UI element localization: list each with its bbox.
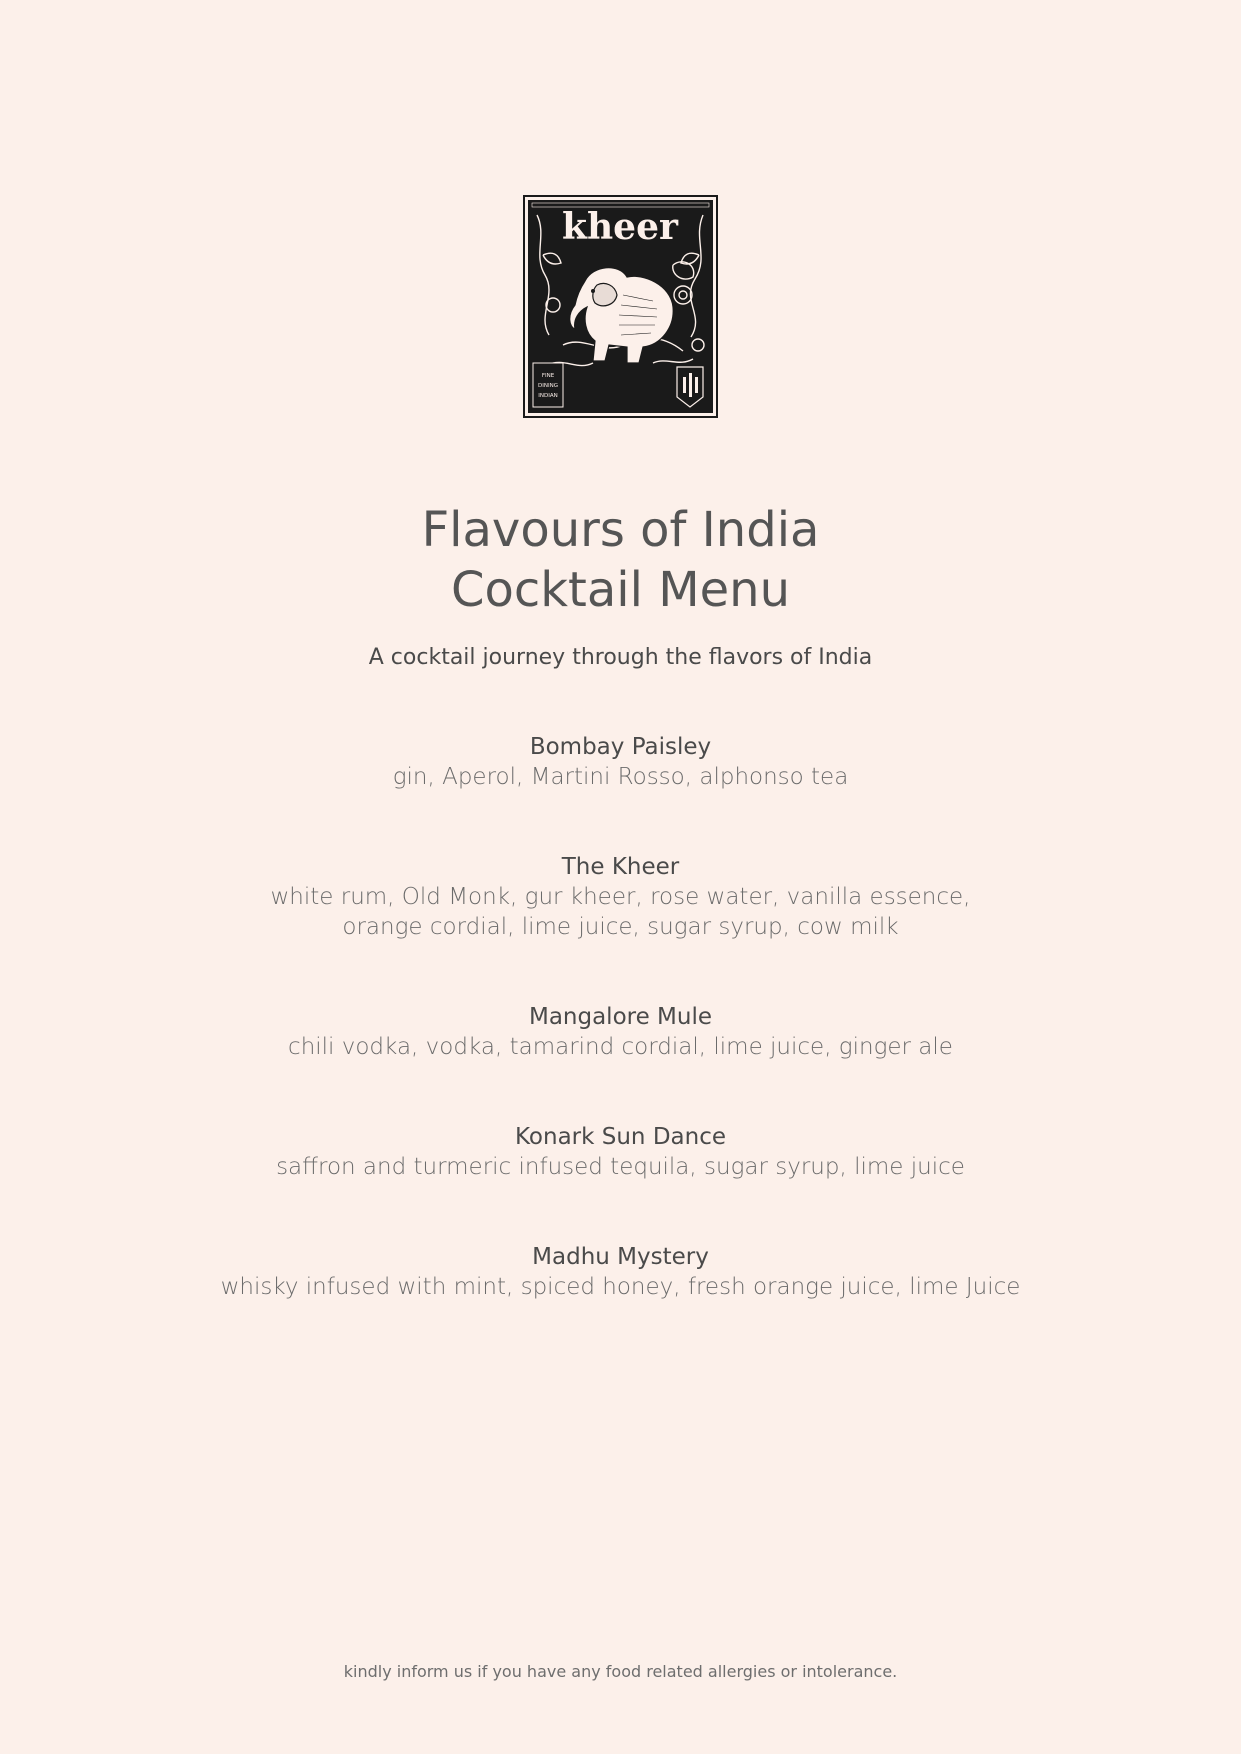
cocktail-ingredients: whisky infused with mint, spiced honey, fresh orange juice, lime Juice: [220, 1274, 1021, 1300]
cocktail-item: [0, 1122, 1241, 1182]
cocktail-ingredients: saffron and turmeric infused tequila, sugar syrup, lime juice: [276, 1154, 965, 1180]
elephant-illustration-icon: [523, 195, 718, 418]
logo-badge-line-3: INDIAN: [538, 393, 558, 399]
title-line-2: Cocktail Menu: [450, 562, 791, 618]
cocktail-name: Bombay Paisley: [529, 734, 712, 760]
cocktail-name: Mangalore Mule: [528, 1004, 713, 1030]
logo-badge-line-1: FINE: [541, 373, 555, 379]
cocktail-name: The Kheer: [561, 854, 680, 880]
cocktail-item: [0, 1242, 1241, 1302]
kheer-logo: [523, 195, 718, 418]
logo-badge-line-2: DINING: [538, 383, 558, 389]
page-title: [0, 500, 1241, 620]
cocktail-ingredients: white rum, Old Monk, gur kheer, rose water, vanilla essence,: [270, 884, 971, 910]
cocktail-name: Madhu Mystery: [532, 1244, 709, 1270]
cocktail-ingredients: chili vodka, vodka, tamarind cordial, lime juice, ginger ale: [288, 1034, 953, 1060]
cocktail-item: [0, 732, 1241, 792]
allergy-note: kindly inform us if you have any food related allergies or intolerance.: [343, 1662, 898, 1681]
cocktail-ingredients: orange cordial, lime juice, sugar syrup, cow milk: [342, 914, 899, 940]
logo-wordmark: kheer: [562, 206, 678, 248]
title-line-1: Flavours of India: [421, 502, 820, 558]
cocktail-ingredients: gin, Aperol, Martini Rosso, alphonso tea: [392, 764, 849, 790]
cocktail-item: [0, 1002, 1241, 1062]
menu-subtitle: A cocktail journey through the flavors of India: [368, 645, 873, 670]
cocktail-name: Konark Sun Dance: [514, 1124, 726, 1150]
cocktail-item: [0, 852, 1241, 942]
cocktail-list: [0, 732, 1241, 1302]
